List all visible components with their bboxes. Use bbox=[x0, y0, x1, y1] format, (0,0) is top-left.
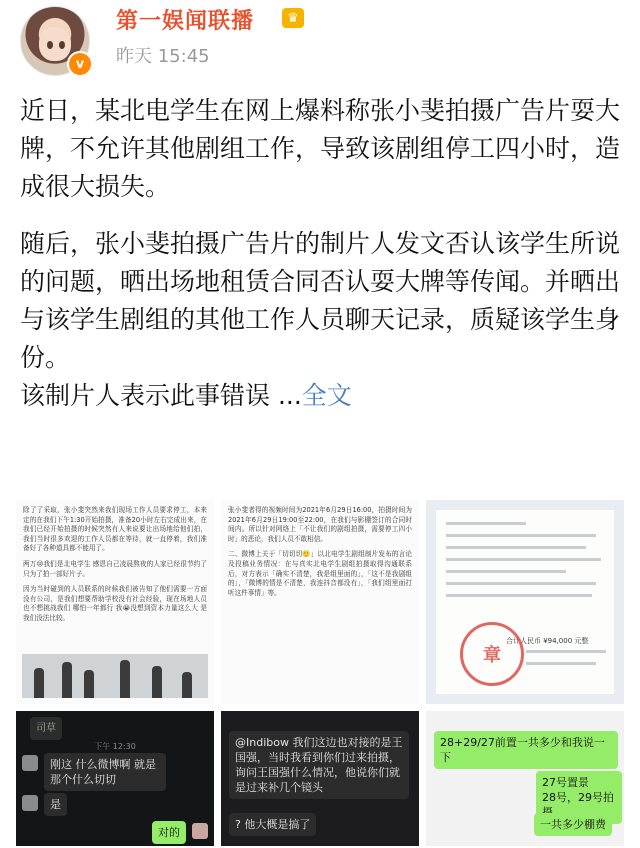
full-text-link[interactable]: 全文 bbox=[301, 381, 352, 410]
image-1-text-3: 因为当时碰到的人员联系的时候我们被告知了他们需要一方面没有公司，是我们想要帮助学校没有社会经验，现在场地人员也不想挑战我们 哪怕一年都行 我😭没想到资本力量这么大 是我们没法比较。 bbox=[23, 585, 207, 622]
post-header bbox=[0, 0, 640, 80]
chat-message-2: ? 他大概是搞了 bbox=[229, 813, 316, 836]
chat-avatar bbox=[22, 795, 38, 811]
contract-line bbox=[446, 558, 601, 561]
chat-message-1: @Indibow 我们这边也对接的是王国强，当时我看到你们过来拍摄，询问王国强什么情况，他说你们就是过来补几个镜头 bbox=[229, 731, 409, 799]
post-truncated-line bbox=[20, 377, 620, 415]
chat-message-1: 28+29/27前置一共多少和我说一下 bbox=[434, 731, 618, 769]
photo-person bbox=[152, 666, 162, 698]
image-grid bbox=[16, 500, 624, 846]
contract-line bbox=[526, 662, 596, 665]
chat-message-2: 27号置景 28号，29号拍 bbox=[536, 771, 622, 824]
company-seal-stamp: 章 bbox=[460, 622, 524, 686]
chat-avatar bbox=[22, 755, 38, 771]
contract-line bbox=[446, 534, 596, 537]
image-5-chat[interactable] bbox=[221, 711, 419, 846]
photo-person bbox=[62, 662, 72, 698]
contract-amount: 合计人民币 ¥94,000 元整 bbox=[506, 637, 589, 645]
post-body bbox=[20, 92, 620, 434]
contract-line bbox=[446, 522, 526, 525]
image-1-photo bbox=[22, 654, 208, 698]
image-6-chat[interactable] bbox=[426, 711, 624, 846]
avatar-face bbox=[39, 27, 71, 61]
verified-badge-icon: v bbox=[67, 51, 93, 77]
image-2[interactable] bbox=[221, 500, 419, 704]
chat-time: 下午 12:30 bbox=[94, 742, 136, 751]
chat-message-3: 对的 bbox=[152, 821, 186, 844]
avatar[interactable] bbox=[20, 6, 90, 76]
contract-line bbox=[446, 546, 586, 549]
avatar-eye-left bbox=[47, 41, 53, 49]
chat-message-1: 刚这 什么微博啊 就是那个什么切切 bbox=[44, 753, 166, 791]
image-2-text-2: 二、微博上关于「切切切🙂」以北电学生剧组制片发布的言论及投稿业务情况：在与真实北电学生剧组拍摄取得沟通联系后，对方表示「确实不清楚，我是组里面的」，「这不是我剧组的」，「微博的情是不清楚，我连抖音都没有」，「我们组里面打听这件事情」等。 bbox=[228, 550, 412, 597]
contract-document bbox=[436, 510, 614, 694]
photo-person bbox=[182, 672, 192, 698]
image-2-text-1: 张小斐者得的视频时间为2021年6月29日16:00，拍摄时间为2021年6月29日19:00至22:00，在我们与影棚签订的合同时间内。所以针对网络上「不让我们的剧组拍摄，需要停工四小时」的恶论，我们人员不敢相信。 bbox=[228, 506, 412, 543]
chat-message-2: 是 bbox=[44, 793, 67, 816]
image-1-text-2: 两万😢我们是北电学生 感恩自己凌晨熬夜的人家已经很节约了 只为了拍一部好片子。 bbox=[23, 559, 207, 578]
chat-quoted-message: 司草 bbox=[30, 717, 62, 740]
chat-avatar bbox=[192, 823, 208, 839]
post-time: 昨天 15:45 bbox=[116, 46, 210, 67]
contract-line bbox=[446, 570, 566, 573]
contract-line bbox=[446, 594, 592, 597]
image-3-contract[interactable] bbox=[426, 500, 624, 704]
photo-person bbox=[84, 670, 94, 698]
chat-message-3: 一共多少棚费 bbox=[534, 813, 612, 836]
photo-person bbox=[34, 668, 44, 698]
post-truncated-text: 该制片人表示此事错误 ... bbox=[20, 381, 302, 410]
avatar-eye-right bbox=[59, 41, 65, 49]
contract-line bbox=[446, 582, 596, 585]
post-paragraph-2: 随后，张小斐拍摄广告片的制片人发文否认该学生所说的问题，晒出场地租赁合同否认耍大牌等传闻。并晒出与该学生剧组的其他工作人员聊天记录，质疑该学生身份。 bbox=[20, 229, 621, 372]
photo-person bbox=[120, 660, 130, 698]
crown-icon[interactable]: ♛ bbox=[282, 8, 304, 28]
image-4-chat[interactable] bbox=[16, 711, 214, 846]
contract-line bbox=[526, 650, 606, 653]
image-1-text-1: 除了了采取，张小斐突然来我们现场工作人员要求停工，本来定的在我们下午1:30开始拍摄，准备20小时左右完成出来，在我们已经开始拍摄的时候突然有人来说要让出场地给他们拍，我们当时很多欢迎的工作人员都在等待，就一直停着，我们准备好了各种道具都不能用了。 bbox=[23, 506, 207, 553]
image-1[interactable] bbox=[16, 500, 214, 704]
post-paragraph-1: 近日，某北电学生在网上爆料称张小斐拍摄广告片耍大牌，不允许其他剧组工作，导致该剧组停工四小时，造成很大损失。 bbox=[20, 96, 621, 201]
account-name[interactable]: 第一娱闻联播 bbox=[116, 9, 255, 34]
